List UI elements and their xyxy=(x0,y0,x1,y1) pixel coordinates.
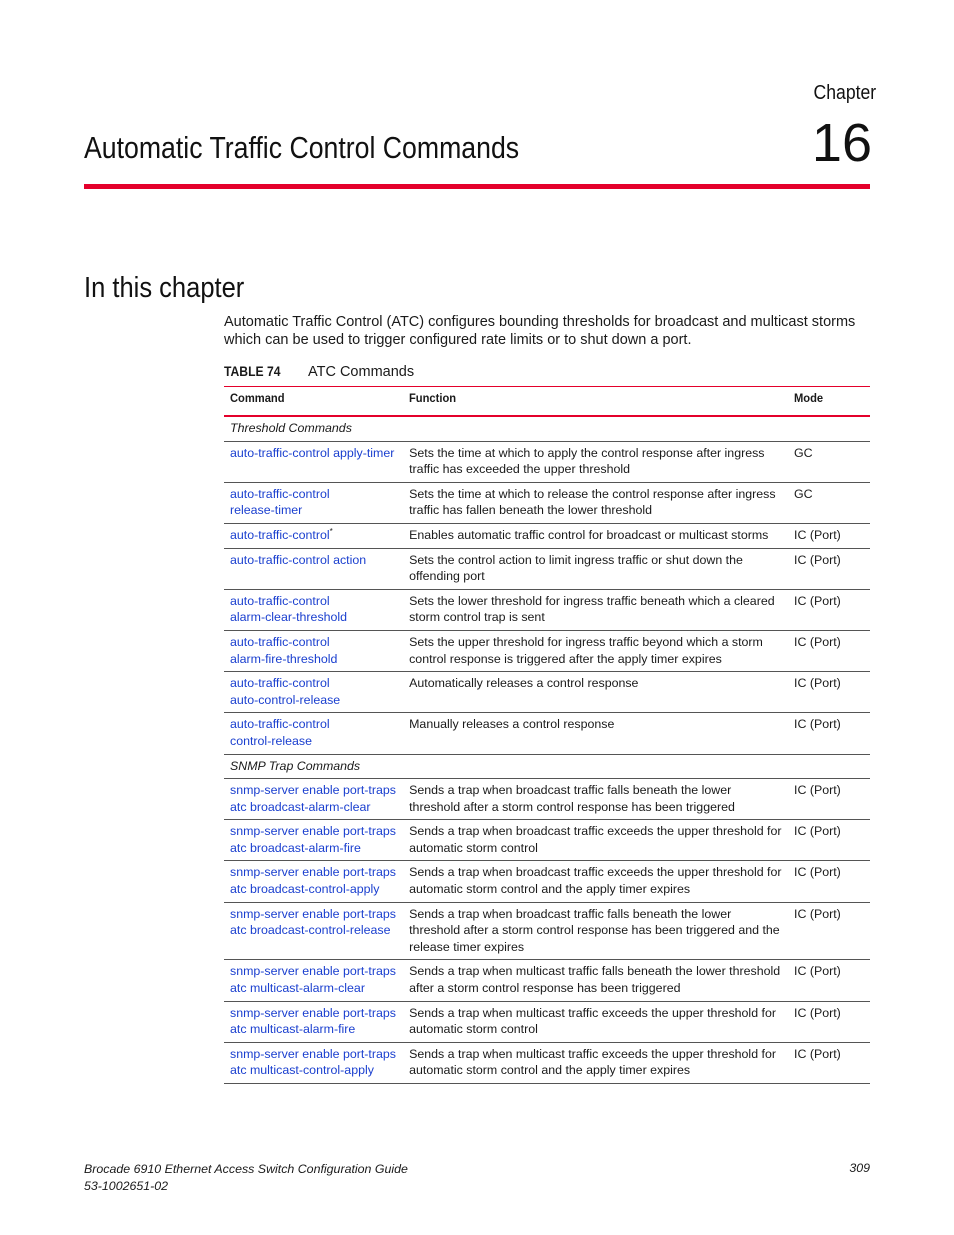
table-row xyxy=(224,1042,870,1083)
mode-cell: GC xyxy=(788,482,870,523)
function-cell: Sets the control action to limit ingress traffic or shut down the offending port xyxy=(403,548,788,589)
mode-cell: IC (Port) xyxy=(788,960,870,1001)
command-link[interactable]: alarm-clear-threshold xyxy=(230,610,348,625)
mode-cell: IC (Port) xyxy=(788,820,870,861)
command-link[interactable]: snmp-server enable port-traps xyxy=(230,824,396,839)
command-link[interactable]: control-release xyxy=(230,733,312,748)
group-label: Threshold Commands xyxy=(224,416,870,441)
command-link[interactable]: atc broadcast-alarm-clear xyxy=(230,799,371,814)
command-cell xyxy=(224,630,403,671)
atc-commands-table xyxy=(224,386,870,1084)
mode-cell: IC (Port) xyxy=(788,548,870,589)
command-link[interactable]: auto-traffic-control action xyxy=(230,552,367,567)
table-body xyxy=(224,416,870,1084)
table-number: TABLE 74 xyxy=(224,364,281,379)
command-cell xyxy=(224,1001,403,1042)
footer-guide-title: Brocade 6910 Ethernet Access Switch Configuration Guide xyxy=(84,1162,408,1176)
function-cell: Sends a trap when broadcast traffic exceeds the upper threshold for automatic storm control and the apply timer expires xyxy=(403,861,788,902)
function-cell: Enables automatic traffic control for broadcast or multicast storms xyxy=(403,523,788,548)
header-function: Function xyxy=(403,387,788,417)
command-link[interactable]: atc multicast-control-apply xyxy=(230,1063,374,1078)
command-cell xyxy=(224,820,403,861)
command-link[interactable]: auto-traffic-control xyxy=(230,486,330,501)
command-cell xyxy=(224,902,403,960)
function-cell: Sends a trap when broadcast traffic falls beneath the lower threshold after a storm control response has been triggered and the release timer expires xyxy=(403,902,788,960)
command-link[interactable]: atc broadcast-control-apply xyxy=(230,882,380,897)
function-cell: Sends a trap when multicast traffic exceeds the upper threshold for automatic storm control xyxy=(403,1001,788,1042)
table-row xyxy=(224,960,870,1001)
command-cell xyxy=(224,779,403,820)
command-link[interactable]: auto-traffic-control apply-timer xyxy=(230,445,395,460)
command-link[interactable]: auto-control-release xyxy=(230,692,341,707)
function-cell: Sends a trap when broadcast traffic falls beneath the lower threshold after a storm control response has been triggered xyxy=(403,779,788,820)
function-cell: Sets the time at which to release the control response after ingress traffic has fallen beneath the lower threshold xyxy=(403,482,788,523)
table-row xyxy=(224,548,870,589)
command-link[interactable]: snmp-server enable port-traps xyxy=(230,964,396,979)
function-cell: Sets the time at which to apply the control response after ingress traffic has exceeded the upper threshold xyxy=(403,441,788,482)
group-label: SNMP Trap Commands xyxy=(224,754,870,779)
table-row xyxy=(224,713,870,754)
command-cell xyxy=(224,861,403,902)
command-cell xyxy=(224,523,403,548)
function-cell: Sets the lower threshold for ingress traffic beneath which a cleared storm control trap is sent xyxy=(403,589,788,630)
command-link[interactable]: auto-traffic-control xyxy=(230,527,330,542)
command-cell xyxy=(224,1042,403,1083)
command-link[interactable]: snmp-server enable port-traps xyxy=(230,1005,396,1020)
mode-cell: IC (Port) xyxy=(788,861,870,902)
mode-cell: IC (Port) xyxy=(788,1042,870,1083)
table-group-row xyxy=(224,416,870,441)
table-row xyxy=(224,861,870,902)
header-command: Command xyxy=(224,387,403,417)
command-link[interactable]: atc multicast-alarm-fire xyxy=(230,1022,356,1037)
footnote-marker: * xyxy=(329,526,333,536)
command-link[interactable]: atc multicast-alarm-clear xyxy=(230,981,365,996)
chapter-title: Automatic Traffic Control Commands xyxy=(84,130,520,165)
table-row xyxy=(224,482,870,523)
intro-paragraph: Automatic Traffic Control (ATC) configures bounding thresholds for broadcast and multicast storms which can be used to trigger configured rate limits or to shut down a port. xyxy=(224,314,856,348)
chapter-label: Chapter xyxy=(813,82,876,104)
function-cell: Sends a trap when multicast traffic exceeds the upper threshold for automatic storm control and the apply timer expires xyxy=(403,1042,788,1083)
mode-cell: IC (Port) xyxy=(788,672,870,713)
table-row xyxy=(224,523,870,548)
command-cell xyxy=(224,441,403,482)
mode-cell: IC (Port) xyxy=(788,902,870,960)
command-link[interactable]: atc broadcast-control-release xyxy=(230,923,391,938)
table-row xyxy=(224,820,870,861)
chapter-number: 16 xyxy=(811,113,872,173)
table-row xyxy=(224,630,870,671)
command-link[interactable]: release-timer xyxy=(230,503,303,518)
function-cell: Sends a trap when broadcast traffic exceeds the upper threshold for automatic storm control xyxy=(403,820,788,861)
function-cell: Sets the upper threshold for ingress traffic beyond which a storm control response is triggered after the apply timer expires xyxy=(403,630,788,671)
table-row xyxy=(224,779,870,820)
table-row xyxy=(224,1001,870,1042)
table-row xyxy=(224,441,870,482)
section-title: In this chapter xyxy=(84,272,245,304)
table-group-row xyxy=(224,754,870,779)
footer-doc-number: 53-1002651-02 xyxy=(84,1178,169,1193)
command-cell xyxy=(224,672,403,713)
command-link[interactable]: snmp-server enable port-traps xyxy=(230,783,396,798)
command-link[interactable]: auto-traffic-control xyxy=(230,676,330,691)
function-cell: Sends a trap when multicast traffic falls beneath the lower threshold after a storm control response has been triggered xyxy=(403,960,788,1001)
command-link[interactable]: auto-traffic-control xyxy=(230,717,330,732)
function-cell: Manually releases a control response xyxy=(403,713,788,754)
command-link[interactable]: atc broadcast-alarm-fire xyxy=(230,840,361,855)
function-cell: Automatically releases a control response xyxy=(403,672,788,713)
mode-cell: IC (Port) xyxy=(788,713,870,754)
table-row xyxy=(224,902,870,960)
mode-cell: IC (Port) xyxy=(788,1001,870,1042)
mode-cell: IC (Port) xyxy=(788,779,870,820)
command-link[interactable]: snmp-server enable port-traps xyxy=(230,1046,396,1061)
table-caption xyxy=(224,364,414,380)
command-cell xyxy=(224,589,403,630)
command-link[interactable]: alarm-fire-threshold xyxy=(230,651,338,666)
mode-cell: IC (Port) xyxy=(788,523,870,548)
command-cell xyxy=(224,548,403,589)
command-cell xyxy=(224,713,403,754)
header-mode: Mode xyxy=(788,387,870,417)
command-cell xyxy=(224,960,403,1001)
chapter-title-rule xyxy=(84,184,870,189)
command-cell xyxy=(224,482,403,523)
command-link[interactable]: snmp-server enable port-traps xyxy=(230,906,396,921)
footer-left xyxy=(84,1161,408,1194)
mode-cell: IC (Port) xyxy=(788,589,870,630)
command-link[interactable]: auto-traffic-control xyxy=(230,593,330,608)
command-link[interactable]: snmp-server enable port-traps xyxy=(230,865,396,880)
table-header-row xyxy=(224,387,870,417)
table-row xyxy=(224,589,870,630)
table-caption-text: ATC Commands xyxy=(308,364,415,380)
mode-cell: IC (Port) xyxy=(788,630,870,671)
command-link[interactable]: auto-traffic-control xyxy=(230,634,330,649)
mode-cell: GC xyxy=(788,441,870,482)
footer-page-number: 309 xyxy=(849,1161,870,1175)
table-row xyxy=(224,672,870,713)
